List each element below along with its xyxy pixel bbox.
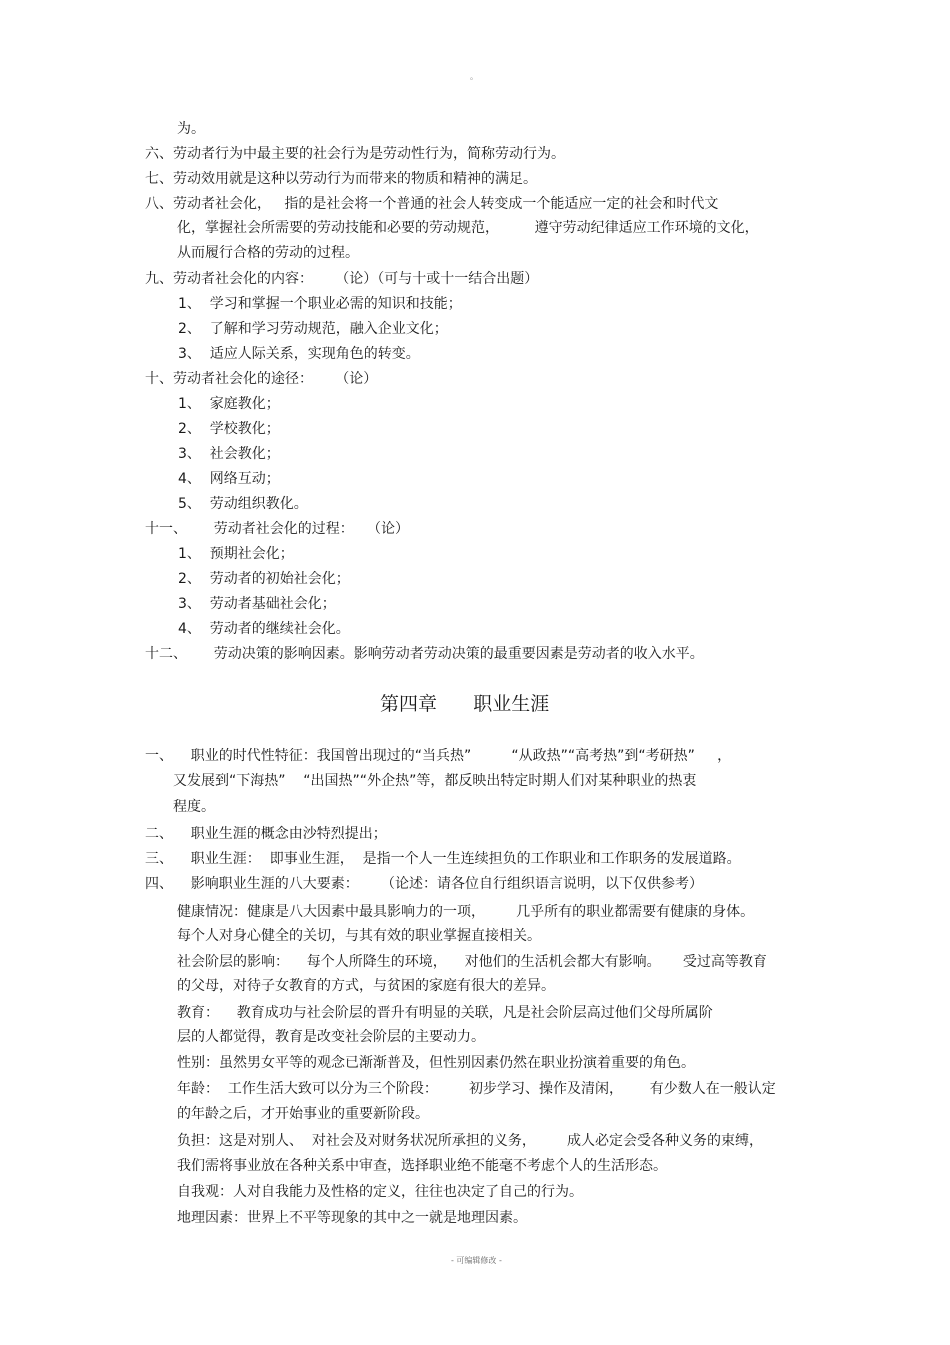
ch4-item-1-line-3: 程度。 <box>173 799 215 815</box>
item-10-sub-4: 4、 网络互动； <box>178 471 280 487</box>
factor-age-line-2: 的年龄之后，才开始事业的重要新阶段。 <box>177 1106 429 1122</box>
factor-burden-line-2: 我们需将事业放在各种关系中审查，选择职业绝不能毫不考虑个人的生活形态。 <box>177 1158 667 1174</box>
item-7: 七、劳动效用就是这种以劳动行为而带来的物质和精神的满足。 <box>145 171 537 187</box>
paragraph-continuation: 为。 <box>177 121 205 137</box>
item-8-line-1: 八、劳动者社会化， 指的是社会将一个普通的社会人转变成一个能适应一定的社会和时代文 <box>145 196 719 212</box>
item-11-sub-2: 2、 劳动者的初始社会化； <box>178 571 350 587</box>
item-11-sub-3: 3、 劳动者基础社会化； <box>178 596 336 612</box>
factor-self-concept: 自我观：人对自我能力及性格的定义，往往也决定了自己的行为。 <box>177 1184 583 1200</box>
factor-age-line-1: 年龄： 工作生活大致可以分为三个阶段： 初步学习、操作及清闲， 有少数人在一般认定 <box>177 1081 776 1097</box>
factor-class-line-2: 的父母，对待子女教育的方式，与贫困的家庭有很大的差异。 <box>177 978 555 994</box>
ch4-item-2: 二、 职业生涯的概念由沙特烈提出； <box>145 826 387 842</box>
factor-geography: 地理因素：世界上不平等现象的其中之一就是地理因素。 <box>177 1210 527 1226</box>
item-8-line-3: 从而履行合格的劳动的过程。 <box>177 245 359 261</box>
item-10-sub-2: 2、 学校教化； <box>178 421 280 437</box>
factor-gender: 性别：虽然男女平等的观念已渐渐普及，但性别因素仍然在职业扮演着重要的角色。 <box>177 1055 695 1071</box>
ch4-item-3: 三、 职业生涯： 即事业生涯， 是指一个人一生连续担负的工作职业和工作职务的发展道路。 <box>145 851 741 867</box>
factor-class-line-1: 社会阶层的影响： 每个人所降生的环境， 对他们的生活机会都大有影响。 受过高等教育 <box>177 954 767 970</box>
factor-health-line-1: 健康情况：健康是八大因素中最具影响力的一项， 几乎所有的职业都需要有健康的身体。 <box>177 904 755 920</box>
item-8-line-2: 化，掌握社会所需要的劳动技能和必要的劳动规范， 遵守劳动纪律适应工作环境的文化， <box>177 220 759 236</box>
item-9-heading: 九、劳动者社会化的内容： （论）（可与十或十一结合出题） <box>145 271 539 287</box>
item-11-heading: 十一、 劳动者社会化的过程： （论） <box>145 521 410 537</box>
ch4-item-1-line-2: 又发展到“下海热” “出国热”“外企热”等，都反映出特定时期人们对某种职业的热衷 <box>173 773 697 789</box>
item-10-sub-5: 5、 劳动组织教化。 <box>178 496 308 512</box>
factor-burden-line-1: 负担：这是对别人、 对社会及对财务状况所承担的义务， 成人必定会受各种义务的束缚， <box>177 1133 764 1149</box>
factor-education-line-1: 教育： 教育成功与社会阶层的晋升有明显的关联，凡是社会阶层高过他们父母所属阶 <box>177 1005 713 1021</box>
ch4-item-4: 四、 影响职业生涯的八大要素： （论述：请各位自行组织语言说明，以下仅供参考） <box>145 876 704 892</box>
item-9-sub-2: 2、 了解和学习劳动规范，融入企业文化； <box>178 321 448 337</box>
item-12: 十二、 劳动决策的影响因素。影响劳动者劳动决策的最重要因素是劳动者的收入水平。 <box>145 646 704 662</box>
item-10-sub-3: 3、 社会教化； <box>178 446 280 462</box>
item-10-sub-1: 1、 家庭教化； <box>178 396 280 412</box>
item-11-sub-1: 1、 预期社会化； <box>178 546 294 562</box>
ch4-item-1-line-1: 一、 职业的时代性特征：我国曾出现过的“当兵热” “从政热”“高考热”到“考研热” ， <box>145 748 732 764</box>
chapter-title: 第四章 职业生涯 <box>380 693 550 715</box>
item-6: 六、劳动者行为中最主要的社会行为是劳动性行为，简称劳动行为。 <box>145 146 565 162</box>
footer-note: - 可编辑修改 - <box>451 1256 502 1265</box>
factor-health-line-2: 每个人对身心健全的关切，与其有效的职业掌握直接相关。 <box>177 928 541 944</box>
header-mark: 。 <box>470 72 478 81</box>
item-9-sub-3: 3、 适应人际关系，实现角色的转变。 <box>178 346 420 362</box>
item-11-sub-4: 4、 劳动者的继续社会化。 <box>178 621 350 637</box>
item-10-heading: 十、劳动者社会化的途径： （论） <box>145 371 378 387</box>
item-9-sub-1: 1、 学习和掌握一个职业必需的知识和技能； <box>178 296 462 312</box>
factor-education-line-2: 层的人都觉得，教育是改变社会阶层的主要动力。 <box>177 1029 485 1045</box>
